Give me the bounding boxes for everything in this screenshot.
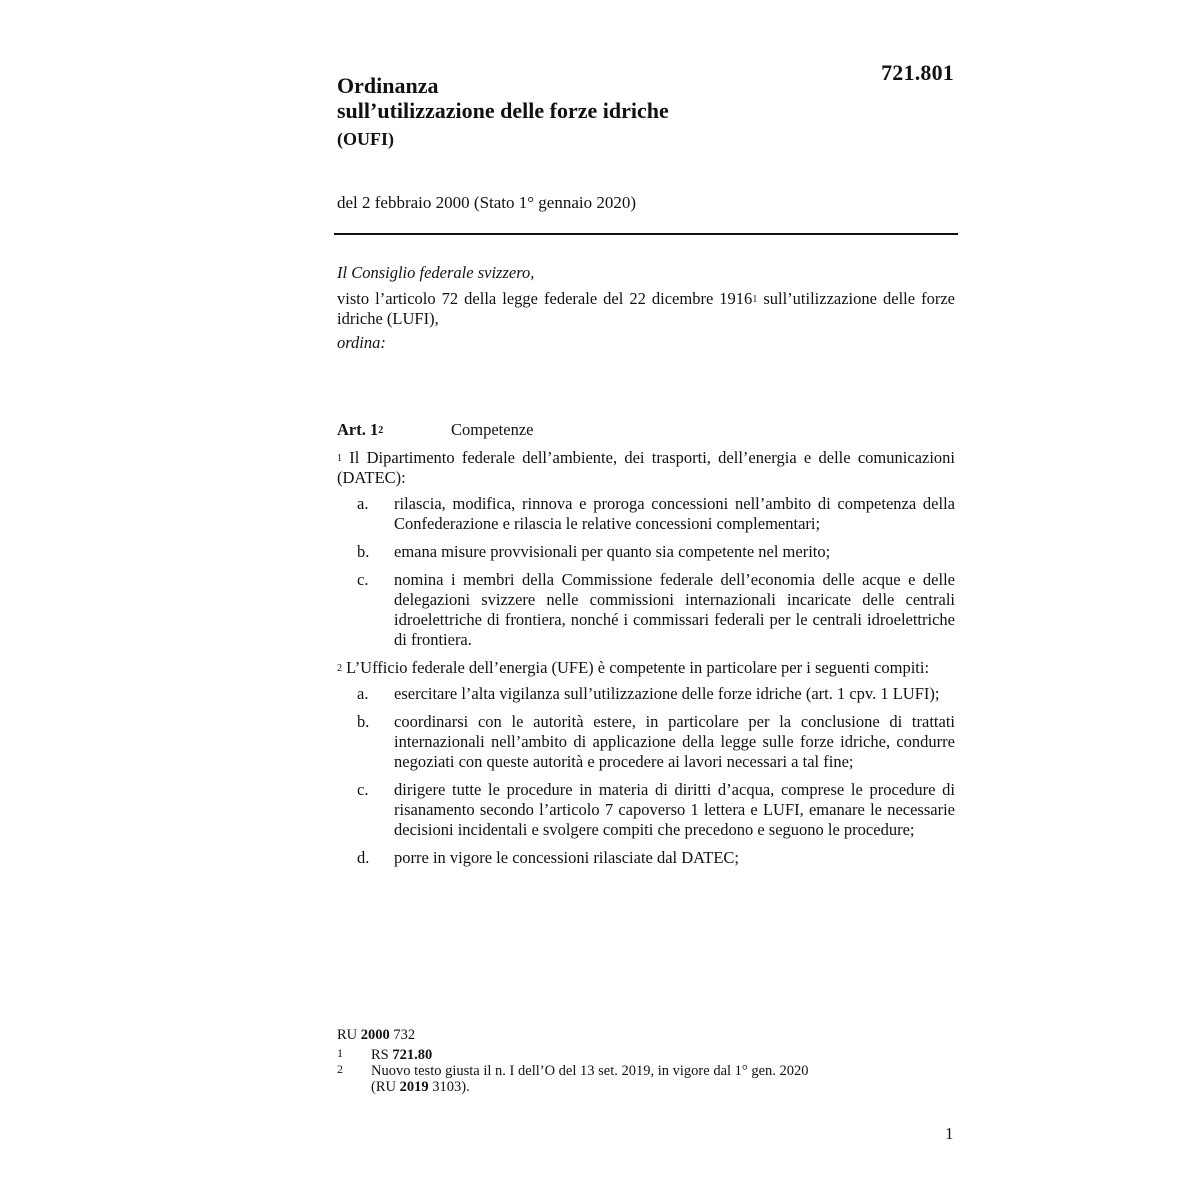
footnote-ru-year: 2019 [399,1079,429,1095]
footnote-number: 1 [337,1046,343,1060]
list-item [337,848,955,868]
ru-reference [337,1027,897,1043]
preamble-ordina: ordina: [337,333,386,352]
paragraph-1 [337,448,955,488]
paragraph-number: 1 [337,453,342,464]
page-number: 1 [945,1124,954,1143]
article-label [337,420,383,439]
item-letter: c. [357,780,369,799]
list-item [337,684,955,704]
paragraph-2 [337,658,955,678]
item-letter: c. [357,570,369,589]
item-text: emana misure provvisionali per quanto sia competente nel merito; [394,542,831,561]
item-text: dirigere tutte le procedure in materia di diritti d’acqua, comprese le procedure di risanamento secondo l’articolo 7 capoverso 1 lettera e LUFI, emanare le necessarie decisioni incidentali e svolgere compiti che precedono e seguono le procedure; [394,780,955,839]
ru-prefix: RU [337,1027,358,1043]
paragraph-text: Il Dipartimento federale dell’ambiente, dei trasporti, dell’energia e delle comunicazioni (DATEC): [337,448,955,487]
horizontal-rule [334,233,958,235]
article-1 [337,420,955,876]
footnote-ru-close: 3103). [432,1079,470,1095]
footnote-number: 2 [337,1062,343,1076]
list-item [337,542,955,562]
title-abbreviation: (OUFI) [337,129,394,149]
list-item [337,494,955,534]
title-line-2: sull’utilizzazione delle forze idriche [337,98,669,123]
footnote-ref-1[interactable]: 1 [752,294,758,305]
item-text: porre in vigore le concessioni rilasciate dal DATEC; [394,848,740,867]
ru-year: 2000 [360,1027,390,1043]
item-letter: a. [357,684,369,703]
item-letter: b. [357,542,370,561]
footnote-prefix: RS [371,1047,389,1063]
footnote-ref-2[interactable]: 2 [378,425,384,436]
item-letter: a. [357,494,369,513]
list-item [337,780,955,840]
item-text: esercitare l’alta vigilanza sull’utilizzazione delle forze idriche (art. 1 cpv. 1 LUFI); [394,684,940,703]
preamble-visto-text: visto l’articolo 72 della legge federale del 22 dicembre 1916 [337,289,753,308]
footnote-ru-open: (RU [371,1079,396,1095]
sr-number: 721.801 [881,60,954,85]
preamble-authority: Il Consiglio federale svizzero, [337,263,535,282]
title-line-1: Ordinanza [337,73,439,98]
footnotes [337,1027,897,1095]
article-heading [337,420,955,444]
list-item [337,570,955,650]
article-title: Competenze [451,420,534,439]
footnote-text: Nuovo testo giusta il n. I dell’O del 13 set. 2019, in vigore dal 1° gen. 2020 [371,1063,809,1079]
preamble-visto [337,289,955,329]
article-number: Art. 1 [337,420,379,439]
item-letter: d. [357,848,370,867]
ru-page: 732 [393,1027,416,1043]
item-text: coordinarsi con le autorità estere, in particolare per la conclusione di trattati internazionali nell’ambito di applicazione della legge sulle forze idriche, condurre negoziati con queste autorità e procedere ai lavori necessari a tal fine; [394,712,955,771]
footnote-1 [337,1047,897,1063]
paragraph-2-list [337,684,955,868]
preamble-visto-text-end: sull’utilizzazione delle forze idriche (LUFI), [337,289,955,328]
item-letter: b. [357,712,370,731]
item-text: rilascia, modifica, rinnova e proroga concessioni nell’ambito di competenza della Confederazione e rilascia le relative concessioni complementari; [394,494,955,533]
list-item [337,712,955,772]
paragraph-number: 2 [337,663,342,674]
item-text: nomina i membri della Commissione federale dell’economia delle acque e delle delegazioni svizzere nelle commissioni internazionali incaricate delle centrali idroelettriche di frontiera, nonché i commissari federali per le centrali idroelettriche di frontiera. [394,570,955,649]
footnote-ref: 721.80 [392,1047,433,1063]
title-block [337,73,897,150]
paragraph-text: L’Ufficio federale dell’energia (UFE) è competente in particolare per i seguenti compiti: [342,658,930,677]
footnote-2 [337,1063,897,1095]
paragraph-1-list [337,494,955,650]
enactment-date: del 2 febbraio 2000 (Stato 1° gennaio 2020) [337,193,637,212]
preamble [337,263,955,353]
